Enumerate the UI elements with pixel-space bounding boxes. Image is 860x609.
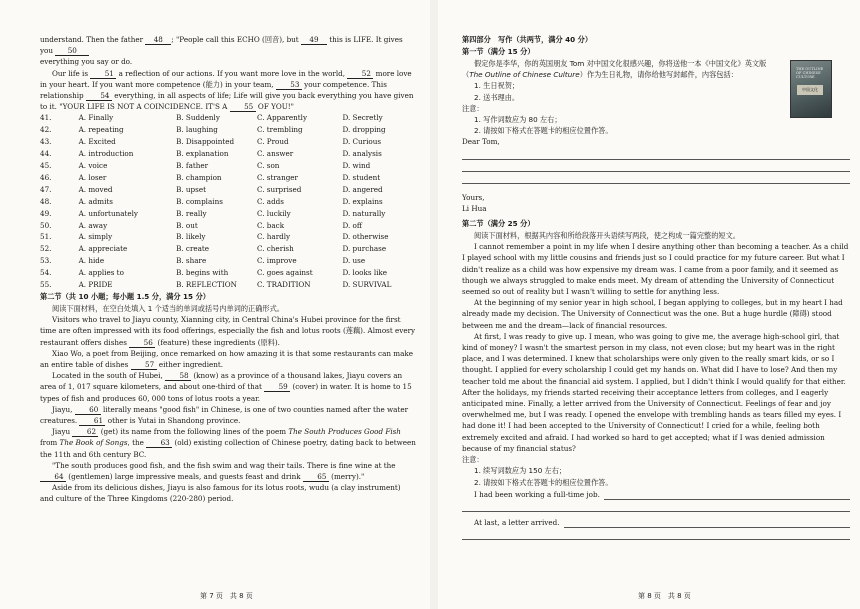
- part-4-title: 第四部分 写作（共两节，满分 40 分）: [462, 35, 593, 44]
- answer-line[interactable]: [564, 516, 851, 528]
- option-row: [40, 243, 416, 255]
- question-number: 49.: [40, 208, 52, 218]
- option-choice[interactable]: C. answer: [256, 149, 294, 159]
- option-choice[interactable]: A. applies to: [78, 268, 124, 278]
- grammar-paragraph-1: Visitors who travel to Jiayu county, Xianning city, in Central China's Hubei province for the first time are often impressed with its food offerings, especially the fish and lotus roots (莲藕). Almost every restaurant offers dishes 56 (feature) these ingredients (原料).: [40, 315, 416, 347]
- question-number: 47.: [40, 184, 52, 194]
- section-2-instructions: 阅读下面材料，在空白处填入 1 个适当的单词或括号内单词的正确形式。: [52, 304, 284, 314]
- option-row: [40, 231, 416, 243]
- section-2-title: 第二节（共 10 小题；每小题 1.5 分，满分 15 分）: [40, 292, 210, 302]
- option-choice[interactable]: B. father: [176, 161, 209, 171]
- right-page: [438, 0, 860, 609]
- continuation-start-1: [462, 488, 850, 500]
- question-number: 50.: [40, 220, 52, 230]
- option-choice[interactable]: C. goes against: [256, 268, 313, 278]
- option-choice[interactable]: A. admits: [78, 196, 113, 206]
- option-choice[interactable]: A. away: [78, 220, 108, 230]
- question-number: 42.: [40, 125, 52, 135]
- story-paragraph-2: At the beginning of my senior year in high school, I began applying to colleges, but in my heart I had already made my decision. The University of Connecticut was the one. But a huge hurdle (障碍) stood between me and the dream—lack of financial resources.: [462, 298, 843, 330]
- question-number: 52.: [40, 244, 52, 254]
- cloze-paragraph-end: understand. Then the father 48 ; "People call this ECHO (回音), but 49 this is LIFE. It gives you 50 everything you say or do.: [40, 35, 403, 67]
- task-2-note-2: 2. 请按如下格式在答题卡的相应位置作答。: [474, 477, 613, 487]
- question-number: 46.: [40, 172, 52, 182]
- option-choice[interactable]: A. voice: [78, 161, 108, 171]
- question-number: 54.: [40, 268, 52, 278]
- option-row: [40, 112, 416, 124]
- option-choice[interactable]: A. loser: [78, 172, 107, 182]
- option-row: [40, 124, 416, 136]
- option-row: [40, 148, 416, 160]
- question-number: 53.: [40, 256, 52, 266]
- letter-closing: Yours,: [462, 192, 485, 202]
- grammar-paragraph-7: Aside from its delicious dishes, Jiayu is also famous for its lotus roots, wudu (a clay instrument) and culture of the Three Kingdoms (220-280) period.: [40, 483, 401, 504]
- blank-52[interactable]: 52: [347, 69, 373, 79]
- option-row: [40, 255, 416, 267]
- blank-56[interactable]: 56: [129, 338, 155, 348]
- paragraph-opener-2: At last, a letter arrived.: [474, 517, 560, 527]
- option-choice[interactable]: B. Suddenly: [176, 113, 220, 123]
- grammar-paragraph-5: Jiayu 62 (get) its name from the following lines of the poem The South Produces Good Fish from The Book of Songs, the 63 (old) existing collection of Chinese poetry, dating back to between the 11th and 6th century BC.: [40, 427, 416, 459]
- blank-64[interactable]: 64: [40, 472, 66, 482]
- letter-greeting: Dear Tom,: [462, 137, 500, 147]
- option-choice[interactable]: A. repeating: [78, 125, 124, 135]
- option-choice[interactable]: B. create: [176, 244, 210, 254]
- task-1-item-1: 1. 生日祝贺；: [474, 81, 520, 91]
- answer-line[interactable]: [462, 500, 850, 512]
- option-choice[interactable]: C. son: [256, 161, 280, 171]
- writing-section-2-instructions: 阅读下面材料，根据其内容和所给段落开头语续写两段，使之构成一篇完整的短文。: [474, 231, 740, 241]
- option-choice[interactable]: B. REFLECTION: [176, 280, 237, 290]
- blank-54[interactable]: 54: [86, 91, 112, 101]
- option-choice[interactable]: C. Proud: [256, 137, 289, 147]
- option-choice[interactable]: B. out: [176, 220, 198, 230]
- book-cover-image: [790, 60, 832, 118]
- option-choice[interactable]: B. begins with: [176, 268, 229, 278]
- option-choice[interactable]: B. Disappointed: [176, 137, 235, 147]
- task-1-item-2: 2. 送书理由。: [474, 92, 520, 102]
- question-number: 45.: [40, 161, 52, 171]
- option-choice[interactable]: A. hide: [78, 256, 105, 266]
- option-choice[interactable]: C. Apparently: [256, 113, 308, 123]
- blank-51[interactable]: 51: [90, 69, 116, 79]
- option-choice[interactable]: D. naturally: [342, 208, 386, 218]
- note-label: 注意：: [462, 455, 484, 465]
- option-choice[interactable]: D. purchase: [342, 244, 387, 254]
- option-choice[interactable]: D. SURVIVAL: [342, 280, 392, 290]
- option-choice[interactable]: B. laughing: [176, 125, 218, 135]
- option-choice[interactable]: A. Excited: [78, 137, 116, 147]
- option-choice[interactable]: D. Secretly: [342, 113, 383, 123]
- answer-line[interactable]: [462, 528, 850, 540]
- question-number: 51.: [40, 232, 52, 242]
- option-choice[interactable]: B. really: [176, 208, 207, 218]
- option-choice[interactable]: D. analysis: [342, 149, 382, 159]
- option-choice[interactable]: D. dropping: [342, 125, 386, 135]
- option-choice[interactable]: C. hardly: [256, 232, 291, 242]
- question-number: 43.: [40, 137, 52, 147]
- task-1-note-1: 1. 写作词数应为 80 左右；: [474, 115, 562, 125]
- option-choice[interactable]: A. introduction: [78, 149, 134, 159]
- option-choice[interactable]: A. simply: [78, 232, 113, 242]
- continuation-start-2: [462, 516, 850, 528]
- option-choice[interactable]: C. surprised: [256, 184, 302, 194]
- option-choice[interactable]: B. upset: [176, 184, 206, 194]
- grammar-paragraph-4: Jiayu, 60 literally means "good fish" in Chinese, is one of two counties named after the water creatures. 61 other is Yutai in Shandong province.: [40, 404, 409, 426]
- task-2-note-1: 1. 续写词数应为 150 左右；: [474, 466, 567, 476]
- grammar-paragraph-2: Xiao Wo, a poet from Beijing, once remarked on how amazing it is that some restaurants can make an entire table of dishes 57 either ingredient.: [40, 348, 413, 370]
- option-choice[interactable]: D. use: [342, 256, 366, 266]
- option-row: [40, 267, 416, 279]
- option-choice[interactable]: B. explanation: [176, 149, 229, 159]
- option-choice[interactable]: B. complains: [176, 196, 223, 206]
- writing-section-1-title: 第一节（满分 15 分）: [462, 47, 535, 56]
- option-choice[interactable]: C. improve: [256, 256, 297, 266]
- option-choice[interactable]: A. PRIDE: [78, 280, 113, 290]
- option-row: [40, 208, 416, 220]
- question-number: 55.: [40, 280, 52, 290]
- writing-task-1-prompt: 假定你是李华，你的英国朋友 Tom 对中国文化很感兴趣，你将送他一本《中国文化》英文版（The Outline of Chinese Culture）作为生日礼物，请你给他写封邮件，内容包括：: [462, 59, 767, 80]
- blank-59[interactable]: 59: [264, 382, 290, 392]
- page-number-8: 第 8 页 共 8 页: [638, 592, 691, 600]
- question-number: 41.: [40, 113, 52, 123]
- option-choice[interactable]: D. otherwise: [342, 232, 389, 242]
- cloze-paragraph-final: Our life is 51 a reflection of our actions. If you want more love in the world, 52 more love in your heart. If you want more competence (能力) in your team, 53 your competence. This relationship 54 everything, in all aspects of life; Life will give you back everything you have given to it. "YOUR LIFE IS NOT A COINCIDENCE. IT'S A 55 OF YOU!": [40, 68, 414, 112]
- option-choice[interactable]: D. angered: [342, 184, 383, 194]
- question-number: 44.: [40, 149, 52, 159]
- option-row: [40, 172, 416, 184]
- option-choice[interactable]: C. cherish: [256, 244, 294, 254]
- option-choice[interactable]: D. off: [342, 220, 362, 230]
- option-choice[interactable]: D. explains: [342, 196, 383, 206]
- writing-section-2-title: 第二节（满分 25 分）: [462, 219, 535, 229]
- option-choice[interactable]: B. share: [176, 256, 207, 266]
- grammar-paragraph-3: Located in the south of Hubei, 58 (know) as a province of a thousand lakes, Jiayu covers an area of 1, 017 square kilometers, and about one-third of that 59 (cover) in water. It is home to 15 types of fish and produces 60, 000 tons of lotus roots a year.: [40, 371, 412, 403]
- option-row: [40, 136, 416, 148]
- option-row: [40, 279, 416, 291]
- answer-line[interactable]: [604, 488, 850, 500]
- note-label: 注意：: [462, 103, 484, 113]
- option-choice[interactable]: C. stranger: [256, 172, 298, 182]
- option-row: [40, 160, 416, 172]
- blank-62[interactable]: 62: [72, 427, 98, 437]
- blank-48[interactable]: 48: [145, 35, 171, 45]
- blank-57[interactable]: 57: [131, 360, 157, 370]
- page-number-7: 第 7 页 共 8 页: [200, 592, 253, 600]
- option-choice[interactable]: C. adds: [256, 196, 284, 206]
- option-choice[interactable]: A. moved: [78, 184, 113, 194]
- book-cover-chinese-title: 中国文化: [797, 85, 823, 95]
- answer-options-list: [40, 112, 416, 291]
- option-choice[interactable]: D. looks like: [342, 268, 388, 278]
- option-choice[interactable]: C. trembling: [256, 125, 303, 135]
- blank-55[interactable]: 55: [230, 102, 256, 112]
- story-paragraph-3: At first, I was ready to give up. I mean, who was going to give me, the average high-school girl, that kind of money? I wasn't the smartest person in my class, not even close; but my heart was in the right place, and I was determined. I knew that scholarships were only given to the really smart kids, or so I thought. I applied for every scholarship I could get my hands on. What did I have to lose? And then my teacher told me about the financial aid system. I applied, but I didn't think I would qualify for that either. After the holidays, my friends started receiving their acceptance letters from colleges, and I eagerly anticipated mine. Finally, a letter arrived from the University of Connecticut. Feelings of fear and joy overwhelmed me, but I was ready. I opened the envelope with trembling hands as tears filled my eyes. I had done it! I had been accepted to the University of Connecticut! I cried for a while, feeling both extremely excited and afraid. I had worked so hard to get accepted; what if I was denied admission because of my financial status?: [462, 331, 846, 453]
- task-1-note-2: 2. 请按如下格式在答题卡的相应位置作答。: [474, 126, 613, 136]
- blank-63[interactable]: 63: [146, 438, 172, 448]
- option-choice[interactable]: C. TRADITION: [256, 280, 311, 290]
- blank-49[interactable]: 49: [301, 35, 327, 45]
- answer-line[interactable]: [462, 148, 850, 160]
- option-choice[interactable]: D. student: [342, 172, 381, 182]
- blank-58[interactable]: 58: [165, 371, 191, 381]
- blank-61[interactable]: 61: [79, 416, 105, 426]
- option-choice[interactable]: D. wind: [342, 161, 371, 171]
- book-cover-english-title: THE OUTLINE OF CHINESE CULTURE: [796, 67, 824, 79]
- blank-65[interactable]: 65: [303, 472, 329, 482]
- option-row: [40, 220, 416, 232]
- option-choice[interactable]: A. unfortunately: [78, 208, 138, 218]
- story-paragraph-1: I cannot remember a point in my life when I desire anything other than becoming a teacher. As a child I played school with my little cousins and friends just so I could practice for my future career. But what I didn't realize as a child was how expensive my dream was. I came from a poor family, and it seemed as though we always struggled to make ends meet. My dream of attending the University of Connecticut seemed so out of reality but I wasn't willing to settle for anything less.: [462, 242, 849, 297]
- option-choice[interactable]: A. Finally: [78, 113, 114, 123]
- option-choice[interactable]: D. Curious: [342, 137, 382, 147]
- grammar-paragraph-6: "The south produces good fish, and the fish swim and wag their tails. There is fine wine at the 64 (gentlemen) large impressive meals, and guests feast and drink 65 (merry).": [40, 460, 416, 482]
- question-number: 48.: [40, 196, 52, 206]
- letter-signature: Li Hua: [462, 203, 487, 213]
- answer-line[interactable]: [462, 160, 850, 172]
- blank-50[interactable]: 50: [55, 46, 89, 56]
- blank-60[interactable]: 60: [75, 405, 101, 415]
- answer-line[interactable]: [462, 172, 850, 184]
- option-choice[interactable]: B. likely: [176, 232, 206, 242]
- option-choice[interactable]: C. back: [256, 220, 285, 230]
- paragraph-opener-1: I had been working a full-time job.: [474, 489, 600, 499]
- option-choice[interactable]: A. appreciate: [78, 244, 128, 254]
- blank-53[interactable]: 53: [276, 80, 302, 90]
- option-row: [40, 184, 416, 196]
- option-choice[interactable]: B. champion: [176, 172, 222, 182]
- option-choice[interactable]: C. luckily: [256, 208, 291, 218]
- option-row: [40, 196, 416, 208]
